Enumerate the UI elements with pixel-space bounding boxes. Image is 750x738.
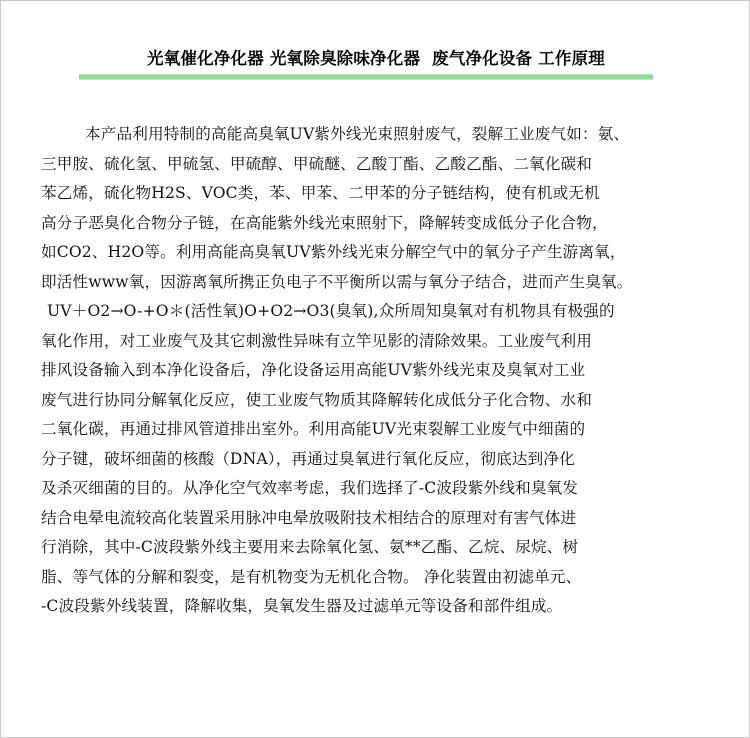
paragraph-line: 及杀灭细菌的目的。从净化空气效率考虑，我们选择了-C波段紫外线和臭氧发 [41,479,579,497]
paragraph-line: 排风设备输入到本净化设备后，净化设备运用高能UV紫外线光束及臭氧对工业 [41,361,586,379]
paragraph-line: 高分子恶臭化合物分子链，在高能紫外线光束照射下，降解转变成低分子化合物， [41,213,608,232]
paragraph-line: 三甲胺、硫化氢、甲硫氢、甲硫醇、甲硫醚、乙酸丁酯、乙酸乙酯、二氧化碳和 [41,154,593,173]
paragraph-line: 如CO2、H2O等。利用高能高臭氧UV紫外线光束分解空气中的氧分子产生游离氧， [41,243,626,261]
paragraph-line: 废气进行协同分解氧化反应，使工业废气物质其降解转化成低分子化合物、水和 [41,390,593,409]
document-title: 光氧催化净化器 光氧除臭除味净化器 废气净化设备 工作原理 [147,49,605,68]
title-underline [79,74,653,80]
document-body [41,120,741,622]
paragraph-line: -C波段紫外线装置，降解收集，臭氧发生器及过滤单元等设备和部件组成。 [41,597,563,615]
paragraph-line: 行消除，其中-C波段紫外线主要用来去除氧化氢、氨**乙酯、乙烷、尿烷、树 [41,538,579,556]
paragraph-line: 苯乙烯，硫化物H2S、VOC类，苯、甲苯、二甲苯的分子链结构，使有机或无机 [41,184,600,202]
paragraph-line: 二氧化碳，再通过排风管道排出室外。利用高能UV光束裂解工业废气中细菌的 [41,420,586,438]
paragraph-line: UV＋O2→O-+O＊(活性氧)O+O2→O3(臭氧),众所周知臭氧对有机物具有极强的 [47,302,615,320]
paragraph-line: 本产品利用特制的高能高臭氧UV紫外线光束照射废气，裂解工业废气如：氨、 [85,125,630,143]
paragraph-line: 氧化作用，对工业废气及其它刺激性异味有立竿见影的清除效果。工业废气利用 [41,331,593,350]
paragraph-line: 即活性www氧，因游离氧所携正负电子不平衡所以需与氧分子结合，进而产生臭氧。 [41,272,633,291]
paragraph-line: 脂、等气体的分解和裂变，是有机物变为无机化合物。 净化装置由初滤单元、 [41,567,582,586]
paragraph-line: 结合电晕电流较高化装置采用脉冲电晕放吸附技术相结合的原理对有害气体进 [41,508,577,527]
paragraph-line: 分子键，破坏细菌的核酸（DNA），再通过臭氧进行氧化反应，彻底达到净化 [41,449,575,468]
